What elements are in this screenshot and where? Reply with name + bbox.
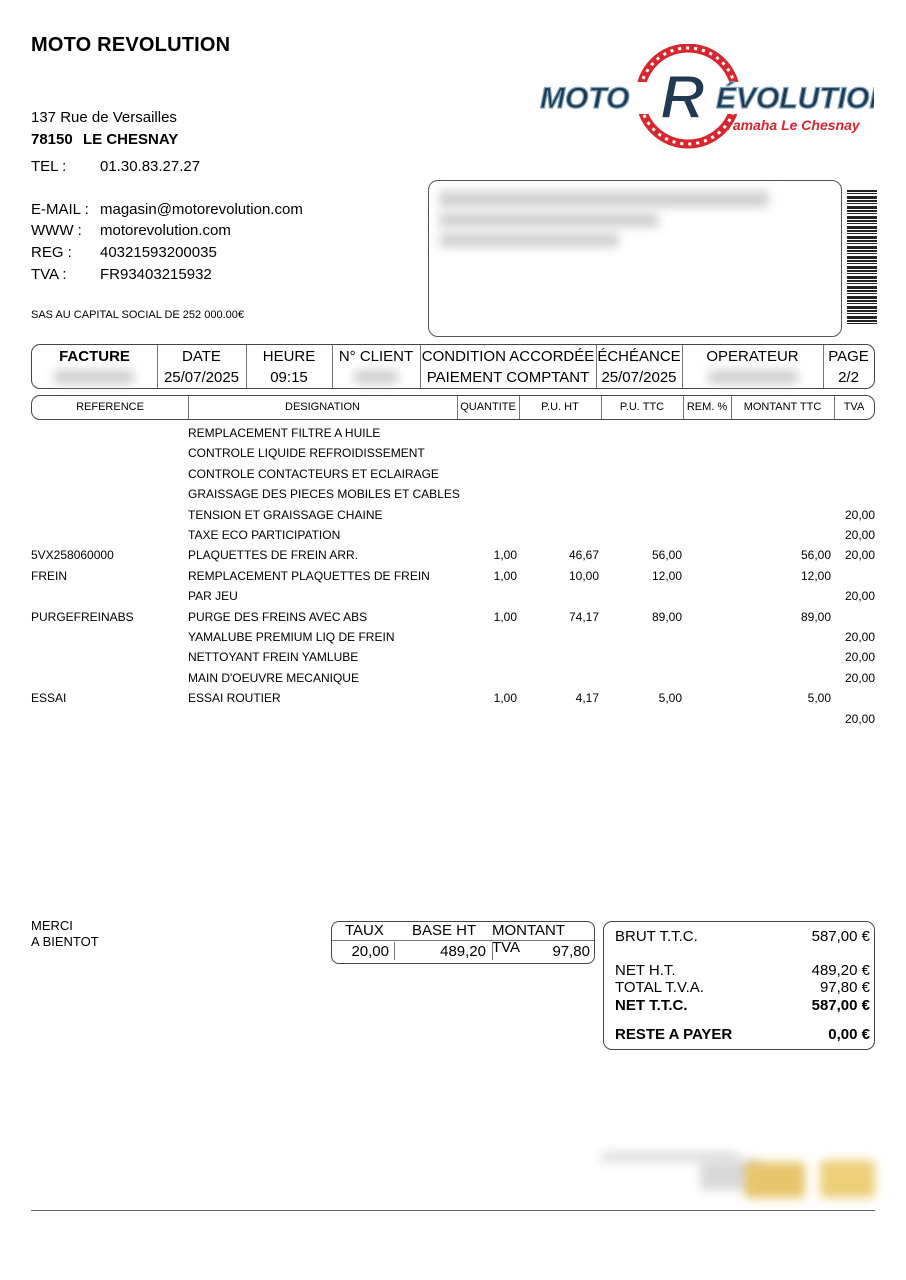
tel-value: 01.30.83.27.27: [100, 158, 201, 175]
cell-puht: 4,17: [575, 691, 599, 706]
reste-label: RESTE A PAYER: [615, 1026, 733, 1043]
cell-des: REMPLACEMENT PLAQUETTES DE FREIN: [188, 568, 430, 583]
cell-des: GRAISSAGE DES PIECES MOBILES ET CABLES: [188, 487, 460, 502]
invoice-header-table: [31, 344, 875, 389]
col-reference: REFERENCE: [76, 401, 144, 413]
merci-text: MERCI: [31, 918, 73, 933]
reg-value: 40321593200035: [100, 244, 217, 261]
cell-ref: FREIN: [31, 568, 67, 583]
echeance-value: 25/07/2025: [601, 369, 677, 386]
table-row: [0, 569, 906, 589]
email-value: magasin@motorevolution.com: [100, 201, 303, 218]
taux-label: TAUX: [345, 922, 384, 939]
heure-value: 09:15: [270, 369, 308, 386]
cell-des: PURGE DES FREINS AVEC ABS: [188, 609, 368, 624]
table-row: [0, 548, 906, 568]
bientot-text: A BIENTOT: [31, 934, 99, 949]
table-row: [0, 508, 906, 528]
brut-value: 587,00 €: [811, 928, 870, 945]
cell-mt: 89,00: [800, 609, 831, 624]
cell-q: 1,00: [493, 691, 517, 706]
company-logo: [538, 44, 874, 152]
net-ttc-label: NET T.T.C.: [615, 997, 688, 1014]
echeance-label: ÉCHÉANCE: [597, 348, 681, 365]
cell-ref: PURGEFREINABS: [31, 609, 134, 624]
cell-puttc: 89,00: [651, 609, 682, 624]
company-street: 137 Rue de Versailles: [31, 109, 177, 126]
tva-value: FR93403215932: [100, 266, 212, 283]
cell-des: PLAQUETTES DE FREIN ARR.: [188, 548, 359, 563]
table-row: [0, 712, 906, 732]
cell-tva: 20,00: [844, 670, 875, 685]
col-designation: DESIGNATION: [285, 401, 360, 413]
date-label: DATE: [182, 348, 221, 365]
logo-evolution-text: ÉVOLUTION: [716, 82, 874, 115]
cell-tva: 20,00: [844, 507, 875, 522]
cell-tva: 20,00: [844, 528, 875, 542]
totals-box: [603, 921, 875, 1050]
table-row: [0, 671, 906, 691]
cell-ref: 5VX258060000: [31, 548, 114, 563]
client-label: N° CLIENT: [338, 348, 414, 365]
footer-divider: [31, 1210, 875, 1211]
condition-cell: [420, 345, 596, 388]
table-row: [0, 691, 906, 711]
net-ttc-value: 587,00 €: [811, 997, 870, 1014]
heure-cell: [246, 345, 332, 388]
cell-des: NETTOYANT FREIN YAMLUBE: [188, 650, 359, 665]
cell-des: REMPLACEMENT FILTRE A HUILE: [188, 426, 381, 440]
cell-des: ESSAI ROUTIER: [188, 691, 281, 706]
page-label: PAGE: [828, 348, 869, 365]
cell-mt: 12,00: [800, 568, 831, 583]
col-pu-ttc: P.U. TTC: [619, 401, 665, 413]
cell-mt: 5,00: [807, 691, 831, 706]
montant-tva-label: MONTANT TVA: [492, 922, 565, 956]
cell-tva: 20,00: [844, 548, 875, 563]
net-ht-label: NET H.T.: [615, 962, 676, 979]
www-label: WWW :: [31, 222, 82, 239]
col-rem: REM. %: [686, 401, 728, 413]
cell-ref: ESSAI: [31, 691, 67, 706]
date-cell: [157, 345, 246, 388]
total-tva-value: 97,80 €: [819, 979, 870, 996]
montant-tva-value: 97,80: [552, 943, 590, 960]
condition-value: PAIEMENT COMPTANT: [426, 369, 590, 386]
cell-mt: 56,00: [800, 548, 831, 563]
col-tva: TVA: [843, 401, 865, 413]
cell-tva: 20,00: [844, 589, 875, 604]
company-city: LE CHESNAY: [83, 131, 179, 148]
tva-label: TVA :: [31, 266, 67, 283]
col-quantite: QUANTITE: [460, 401, 516, 413]
signature-stamp: [600, 1140, 880, 1200]
reg-label: REG :: [31, 244, 72, 261]
cell-puht: 74,17: [568, 609, 599, 624]
echeance-cell: [596, 345, 682, 388]
base-label: BASE HT: [412, 922, 477, 939]
tel-label: TEL :: [31, 158, 67, 175]
cell-q: 1,00: [493, 568, 517, 583]
cell-des: YAMALUBE PREMIUM LIQ DE FREIN: [188, 630, 395, 644]
cell-des: CONTROLE LIQUIDE REFROIDISSEMENT: [188, 446, 425, 461]
reste-value: 0,00 €: [828, 1026, 870, 1043]
operateur-label: OPERATEUR: [706, 348, 799, 365]
cell-q: 1,00: [493, 609, 517, 624]
cell-des: TENSION ET GRAISSAGE CHAINE: [188, 507, 383, 522]
table-row: [0, 589, 906, 609]
net-ht-value: 489,20 €: [811, 962, 870, 979]
cell-puttc: 56,00: [651, 548, 682, 563]
cell-puttc: 12,00: [651, 568, 682, 583]
cell-des: PAR JEU: [188, 589, 238, 604]
facture-label: FACTURE: [59, 348, 130, 365]
client-cell: [332, 345, 420, 388]
capital-text: SAS AU CAPITAL SOCIAL DE 252 000.00€: [31, 309, 244, 321]
email-label: E-MAIL :: [31, 201, 89, 218]
table-row: [0, 528, 906, 548]
cell-tva: 20,00: [844, 630, 875, 644]
heure-label: HEURE: [262, 348, 316, 365]
col-pu-ht: P.U. HT: [541, 401, 579, 413]
table-row: [0, 610, 906, 630]
cell-des: TAXE ECO PARTICIPATION: [188, 528, 341, 542]
taux-value: 20,00: [351, 943, 389, 960]
cell-q: 1,00: [493, 548, 517, 563]
cell-puttc: 5,00: [658, 691, 682, 706]
table-row: [0, 487, 906, 507]
page-value: 2/2: [838, 369, 859, 386]
cell-des: MAIN D'OEUVRE MECANIQUE: [188, 670, 359, 685]
line-items-header: [31, 395, 875, 420]
cell-tva: 20,00: [844, 650, 875, 665]
logo-subtitle: Yamaha Le Chesnay: [724, 117, 860, 133]
cell-des: CONTROLE CONTACTEURS ET ECLAIRAGE: [188, 466, 439, 481]
base-value: 489,20: [440, 943, 486, 960]
cell-puht: 10,00: [568, 568, 599, 583]
brut-label: BRUT T.T.C.: [615, 928, 698, 945]
facture-cell: [32, 345, 157, 388]
recipient-address-box: [428, 180, 842, 337]
date-value: 25/07/2025: [163, 369, 240, 386]
operateur-cell: [682, 345, 823, 388]
barcode: [847, 190, 877, 325]
cell-tva: 20,00: [844, 711, 875, 726]
table-row: [0, 446, 906, 466]
table-row: [0, 650, 906, 670]
condition-label: CONDITION ACCORDÉE: [421, 348, 595, 365]
thanks-message: [31, 918, 99, 950]
company-zip: 78150: [31, 131, 73, 148]
logo-r-letter: R: [660, 63, 705, 132]
table-row: [0, 426, 906, 446]
total-tva-label: TOTAL T.V.A.: [615, 979, 704, 996]
table-row: [0, 467, 906, 487]
cell-puht: 46,67: [568, 548, 599, 563]
vat-summary-table: [331, 921, 595, 964]
logo-moto-text: MOTO: [540, 82, 630, 115]
page-cell: [823, 345, 874, 388]
col-montant-ttc: MONTANT TTC: [743, 401, 822, 413]
table-row: [0, 630, 906, 650]
www-value: motorevolution.com: [100, 222, 231, 239]
company-name: MOTO REVOLUTION: [31, 34, 231, 56]
